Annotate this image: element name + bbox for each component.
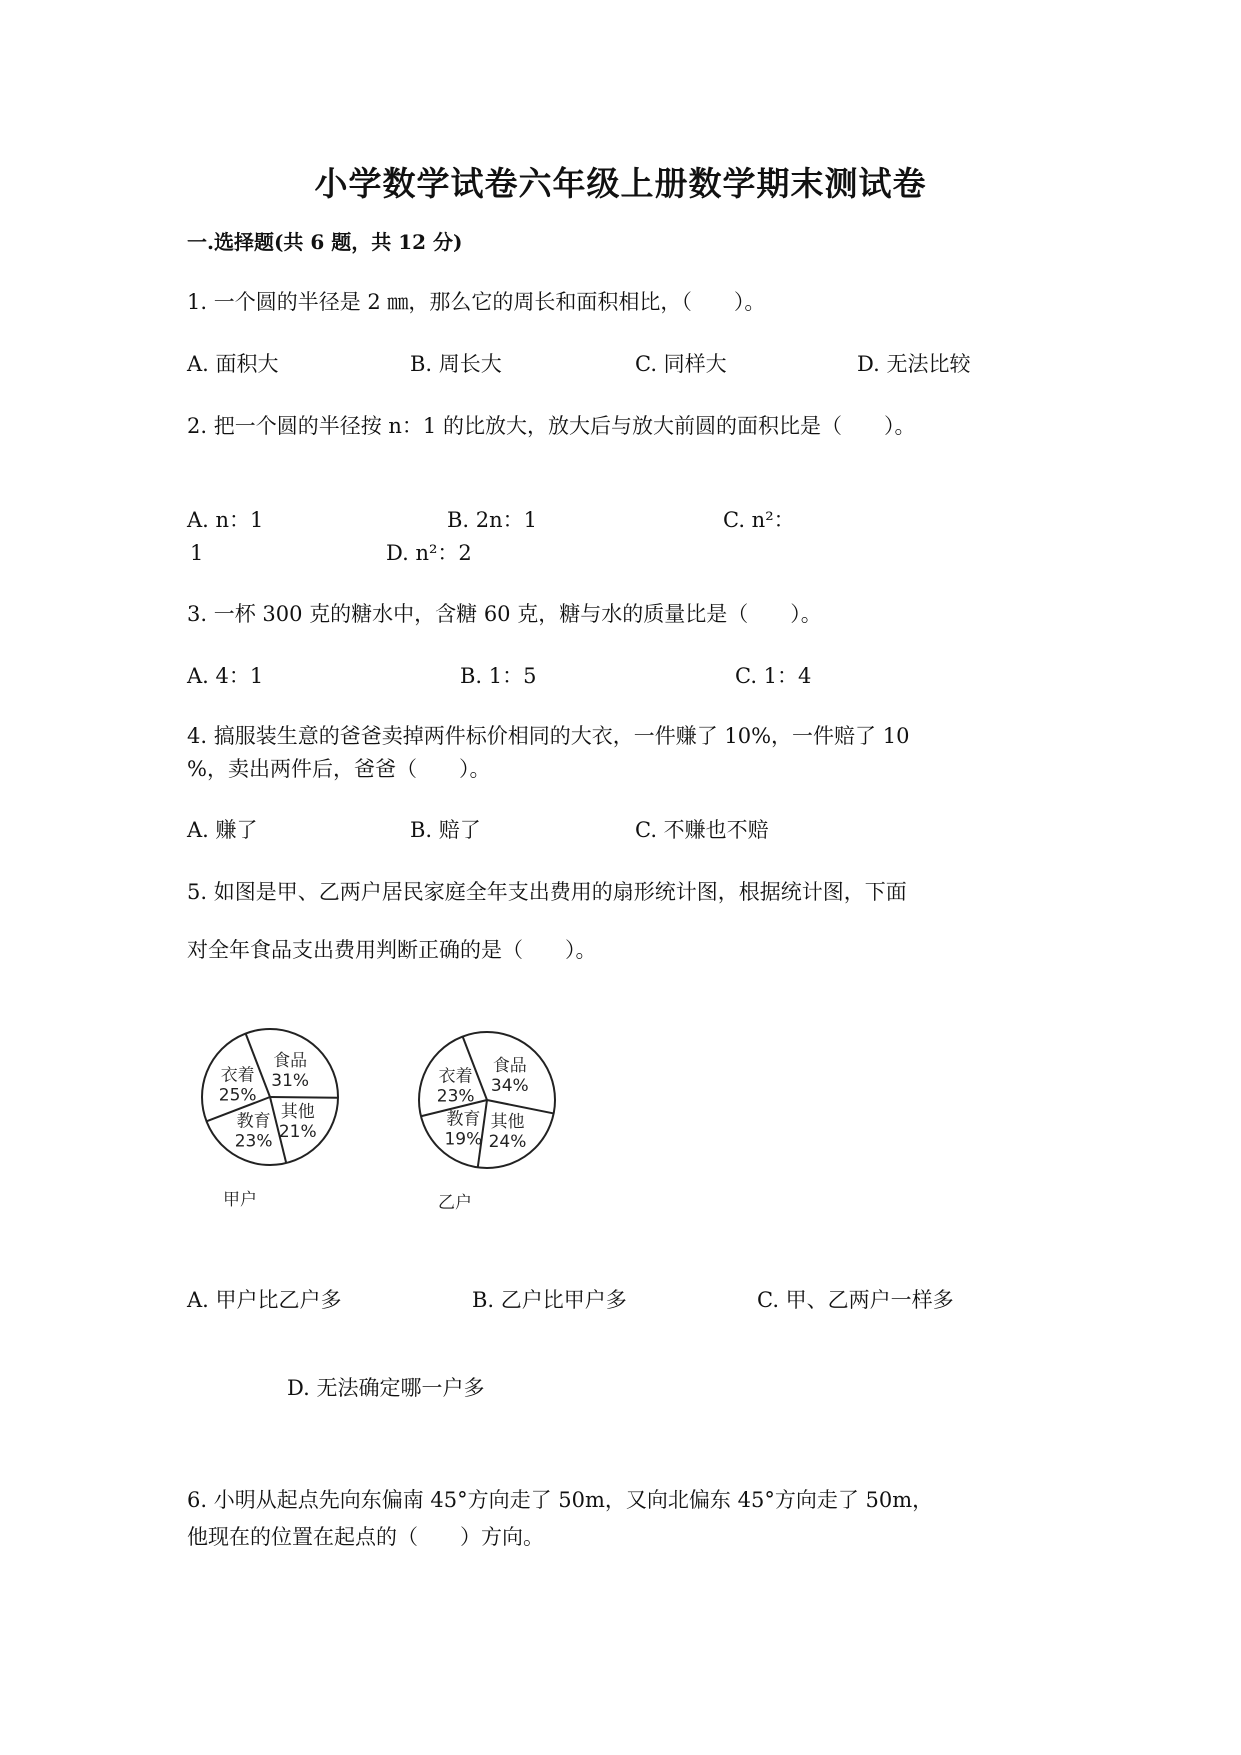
question-6-line-2: 他现在的位置在起点的（ ）方向。 xyxy=(187,1525,544,1549)
slice-value-label: 25% xyxy=(218,1085,257,1106)
option-c: C. 同样大 xyxy=(635,352,727,376)
pie-title: 乙户 xyxy=(438,1193,472,1213)
section-heading: 一.选择题(共 6 题，共 12 分) xyxy=(187,230,463,254)
slice-value-label: 23% xyxy=(436,1086,475,1107)
option-c: C. 甲、乙两户一样多 xyxy=(757,1288,954,1312)
option-a: A. 甲户比乙户多 xyxy=(187,1288,342,1312)
slice-category-label: 衣着 xyxy=(220,1065,255,1086)
slice-category-label: 教育 xyxy=(236,1111,271,1132)
slice-category-label: 教育 xyxy=(446,1109,481,1130)
option-a: A. n：1 xyxy=(187,508,264,532)
slice-value-label: 21% xyxy=(278,1121,317,1142)
question-3: 3. 一杯 300 克的糖水中，含糖 60 克，糖与水的质量比是（ ）。 xyxy=(187,602,822,626)
pie-slice-其他 xyxy=(270,1097,338,1098)
slice-value-label: 19% xyxy=(444,1129,483,1150)
option-a: A. 面积大 xyxy=(187,352,279,376)
slice-value-label: 31% xyxy=(271,1070,310,1091)
slice-category-label: 其他 xyxy=(490,1111,525,1132)
option-d: D. n²：2 xyxy=(386,541,472,565)
pie-charts-figure xyxy=(180,1020,580,1220)
question-5-line-1: 5. 如图是甲、乙两户居民家庭全年支出费用的扇形统计图，根据统计图，下面 xyxy=(187,880,907,904)
slice-category-label: 食品 xyxy=(492,1055,527,1076)
question-2: 2. 把一个圆的半径按 n：1 的比放大，放大后与放大前圆的面积比是（ ）。 xyxy=(187,414,916,438)
option-b: B. 乙户比甲户多 xyxy=(472,1288,627,1312)
option-d: D. 无法确定哪一户多 xyxy=(287,1376,485,1400)
slice-value-label: 24% xyxy=(488,1131,527,1152)
pie-title: 甲户 xyxy=(223,1190,257,1210)
slice-category-label: 其他 xyxy=(280,1101,315,1122)
question-4-line-2: %，卖出两件后，爸爸（ ）。 xyxy=(187,757,491,781)
question-5-line-2: 对全年食品支出费用判断正确的是（ ）。 xyxy=(187,938,597,962)
option-b: B. 1：5 xyxy=(460,664,537,688)
page-title: 小学数学试卷六年级上册数学期末测试卷 xyxy=(314,164,927,203)
question-1: 1. 一个圆的半径是 2 ㎜，那么它的周长和面积相比，（ ）。 xyxy=(187,290,766,314)
option-c: C. 不赚也不赔 xyxy=(635,818,769,842)
option-d: D. 无法比较 xyxy=(857,352,971,376)
option-b: B. 周长大 xyxy=(410,352,502,376)
option-b: B. 2n：1 xyxy=(447,508,538,532)
slice-value-label: 23% xyxy=(234,1131,273,1152)
slice-value-label: 34% xyxy=(490,1075,529,1096)
slice-category-label: 食品 xyxy=(273,1050,308,1071)
option-a: A. 赚了 xyxy=(187,818,258,842)
option-a: A. 4：1 xyxy=(187,664,264,688)
option-b: B. 赔了 xyxy=(410,818,481,842)
option-c-cont: 1 xyxy=(190,541,204,565)
question-4-line-1: 4. 搞服装生意的爸爸卖掉两件标价相同的大衣，一件赚了 10%，一件赔了 10 xyxy=(187,724,910,748)
option-c: C. n²： xyxy=(723,508,795,532)
slice-category-label: 衣着 xyxy=(438,1066,473,1087)
question-6-line-1: 6. 小明从起点先向东偏南 45°方向走了 50m，又向北偏东 45°方向走了 50m， xyxy=(187,1488,934,1512)
option-c: C. 1：4 xyxy=(735,664,812,688)
